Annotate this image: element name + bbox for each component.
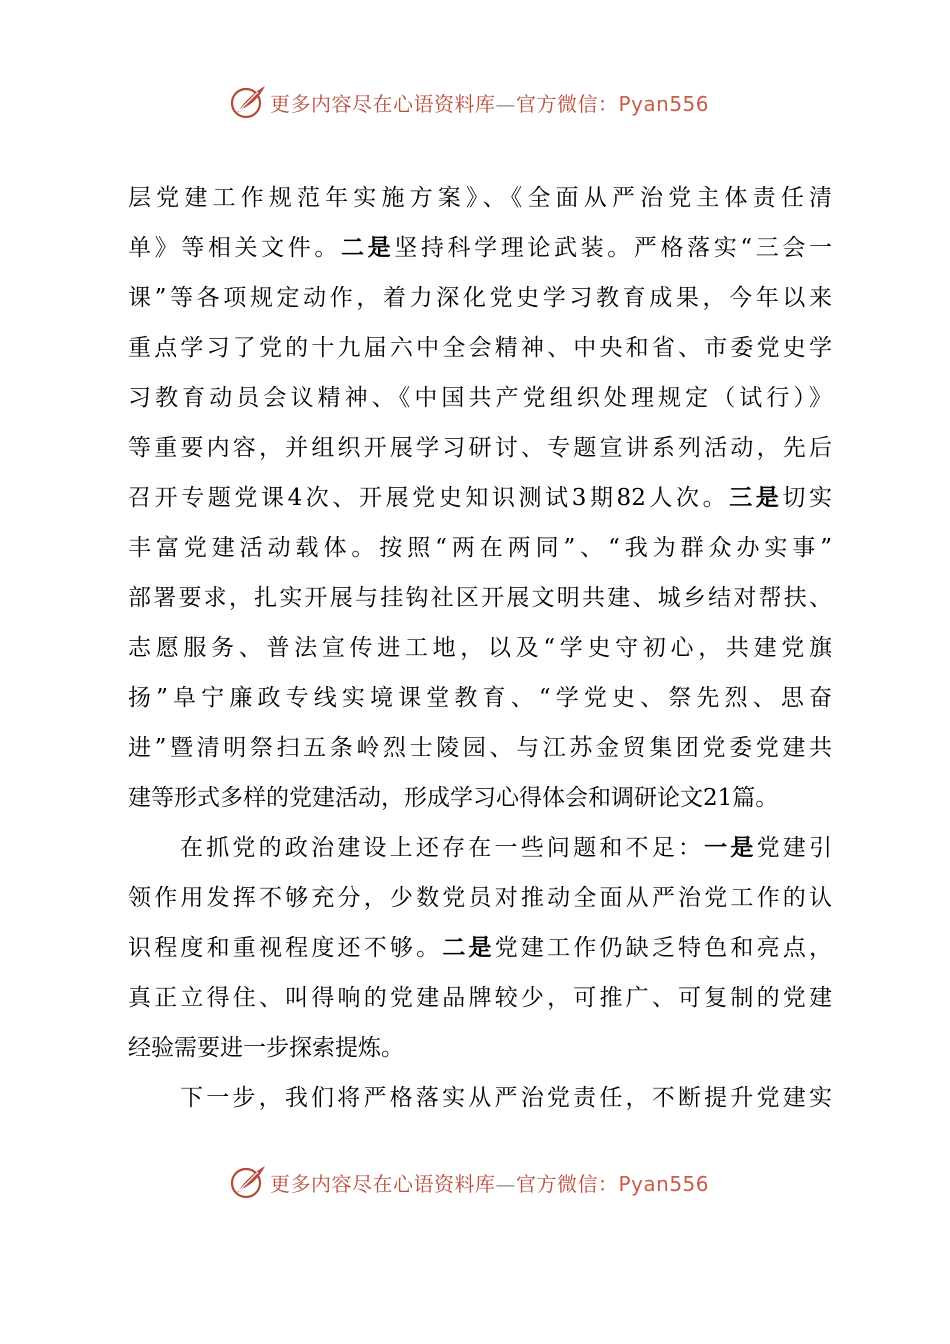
text-run: 单》等相关文件。 xyxy=(128,235,341,261)
text-line xyxy=(128,473,832,523)
text-line xyxy=(128,373,832,423)
text-run: 建等形式多样的党建活动，形成学习心得体会和调研论文21篇。 xyxy=(128,785,779,811)
text-line xyxy=(128,423,832,473)
text-run: 召开专题党课4次、开展党史知识测试3期82人次。 xyxy=(128,485,730,511)
bold-lead: 二是 xyxy=(341,235,395,261)
text-run: 识程度和重视程度还不够。 xyxy=(128,935,443,961)
quill-logo-icon xyxy=(228,82,268,122)
text-line xyxy=(128,673,832,723)
text-line xyxy=(128,873,832,923)
text-run: 等重要内容，并组织开展学习研讨、专题宣讲系列活动，先后 xyxy=(128,435,832,461)
text-run: 层党建工作规范年实施方案》、《全面从严治党主体责任清 xyxy=(128,185,832,211)
text-run: 党建引 xyxy=(756,835,832,861)
text-run: 志愿服务、普法宣传进工地，以及“学史守初心，共建党旗 xyxy=(128,635,832,661)
text-run: 领作用发挥不够充分，少数党员对推动全面从严治党工作的认 xyxy=(128,885,832,911)
text-run: 习教育动员会议精神、《中国共产党组织处理规定（试行）》 xyxy=(128,385,832,411)
text-line xyxy=(128,173,832,223)
text-line xyxy=(128,223,832,273)
text-run: 重点学习了党的十九届六中全会精神、中央和省、市委党史学 xyxy=(128,335,832,361)
text-line xyxy=(128,573,832,623)
text-run: 党建工作仍缺乏特色和亮点， xyxy=(494,935,832,961)
text-line xyxy=(128,273,832,323)
text-run: 丰富党建活动载体。按照“两在两同”、“我为群众办实事” xyxy=(128,535,832,561)
text-run: 坚持科学理论武装。严格落实“三会一 xyxy=(394,235,832,261)
watermark-id: Pyan556 xyxy=(618,91,710,116)
text-line xyxy=(128,923,832,973)
text-line xyxy=(128,1073,832,1123)
watermark-suffix: 官方微信： xyxy=(516,1171,619,1196)
document-body xyxy=(128,173,832,1123)
text-run: 真正立得住、叫得响的党建品牌较少，可推广、可复制的党建 xyxy=(128,985,832,1011)
watermark-text: 更多内容尽在心语资料库 xyxy=(270,91,496,116)
text-line xyxy=(128,973,832,1023)
text-run: 进”暨清明祭扫五条岭烈士陵园、与江苏金贸集团党委党建共 xyxy=(128,735,832,761)
text-line xyxy=(128,523,832,573)
watermark-dash: — xyxy=(495,91,516,116)
text-run: 部署要求，扎实开展与挂钩社区开展文明共建、城乡结对帮扶、 xyxy=(128,585,832,611)
bold-lead: 二是 xyxy=(442,935,495,961)
watermark-id: Pyan556 xyxy=(618,1171,710,1196)
text-run: 课”等各项规定动作，着力深化党史学习教育成果，今年以来 xyxy=(128,285,832,311)
watermark-suffix: 官方微信： xyxy=(516,91,619,116)
watermark-footer xyxy=(228,1162,709,1202)
text-line xyxy=(128,823,832,873)
text-line xyxy=(128,773,832,823)
bold-lead: 三是 xyxy=(729,485,783,511)
quill-logo-icon xyxy=(228,1162,268,1202)
watermark-text: 更多内容尽在心语资料库 xyxy=(270,1171,496,1196)
text-line xyxy=(128,723,832,773)
watermark-dash: — xyxy=(495,1171,516,1196)
text-line xyxy=(128,323,832,373)
text-line xyxy=(128,1023,832,1073)
text-run: 切实 xyxy=(782,485,832,511)
text-run: 下一步，我们将严格落实从严治党责任，不断提升党建实 xyxy=(180,1085,832,1111)
watermark-header xyxy=(228,82,709,122)
text-run: 在抓党的政治建设上还存在一些问题和不足： xyxy=(180,835,705,861)
bold-lead: 一是 xyxy=(704,835,757,861)
text-line xyxy=(128,623,832,673)
text-run: 经验需要进一步探索提炼。 xyxy=(128,1035,404,1061)
text-run: 扬”阜宁廉政专线实境课堂教育、“学党史、祭先烈、思奋 xyxy=(128,685,832,711)
